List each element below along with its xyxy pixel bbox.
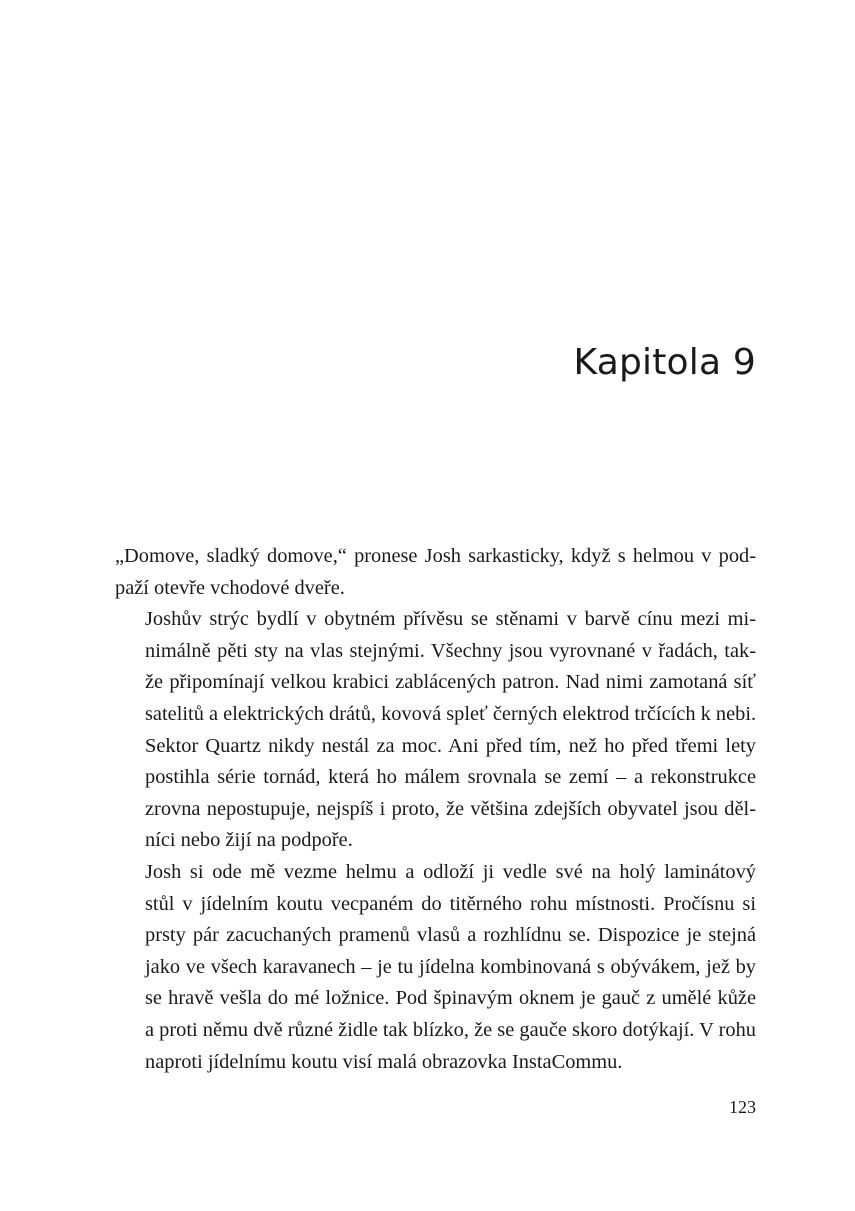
page-number: 123 <box>729 1097 756 1117</box>
text-line: satelitů a elektrických drátů, kovová spleť černých elektrod trčících k nebi. <box>145 702 757 725</box>
text-line: jako ve všech karavanech – je tu jídelna kombinovaná s obývákem, jež by <box>145 955 756 978</box>
text-line: Sektor Quartz nikdy nestál za moc. Ani před tím, než ho před třemi lety <box>145 734 756 757</box>
text-line: níci nebo žijí na podpoře. <box>145 829 353 852</box>
text-line: Joshův strýc bydlí v obytném přívěsu se stěnami v barvě cínu mezi mi- <box>145 608 756 631</box>
text-line: stůl v jídelním koutu vecpaném do titěrného rohu místnosti. Pročísnu si <box>145 892 756 915</box>
text-line: se hravě vešla do mé ložnice. Pod špinavým oknem je gauč z umělé kůže <box>145 987 756 1010</box>
text-line: postihla série tornád, která ho málem srovnala se zemí – a rekonstrukce <box>145 766 756 789</box>
paragraph <box>115 857 756 1078</box>
text-line: že připomínají velkou krabici zablácených patron. Nad nimi zamotaná síť <box>145 671 756 694</box>
text-line: prsty pár zacuchaných pramenů vlasů a rozhlídnu se. Dispozice je stejná <box>145 924 756 947</box>
text-line: nimálně pěti sty na vlas stejnými. Všechny jsou vyrovnané v řadách, tak- <box>145 639 756 662</box>
paragraph <box>115 541 756 604</box>
chapter-body <box>115 541 756 1078</box>
chapter-title: Kapitola 9 <box>573 342 756 383</box>
text-line: a proti němu dvě různé židle tak blízko, že se gauče skoro dotýkají. V rohu <box>145 1018 756 1041</box>
text-line: zrovna nepostupuje, nejspíš i proto, že většina zdejších obyvatel jsou děl- <box>145 797 756 820</box>
text-line: naproti jídelnímu koutu visí malá obrazovka InstaCommu. <box>145 1050 623 1073</box>
text-line: Josh si ode mě vezme helmu a odloží ji vedle své na holý laminátový <box>145 860 756 883</box>
text-line: „Domove, sladký domove,“ pronese Josh sarkasticky, když s helmou v pod- <box>115 545 756 567</box>
text-line: paží otevře vchodové dveře. <box>115 576 345 599</box>
paragraph <box>115 604 756 857</box>
